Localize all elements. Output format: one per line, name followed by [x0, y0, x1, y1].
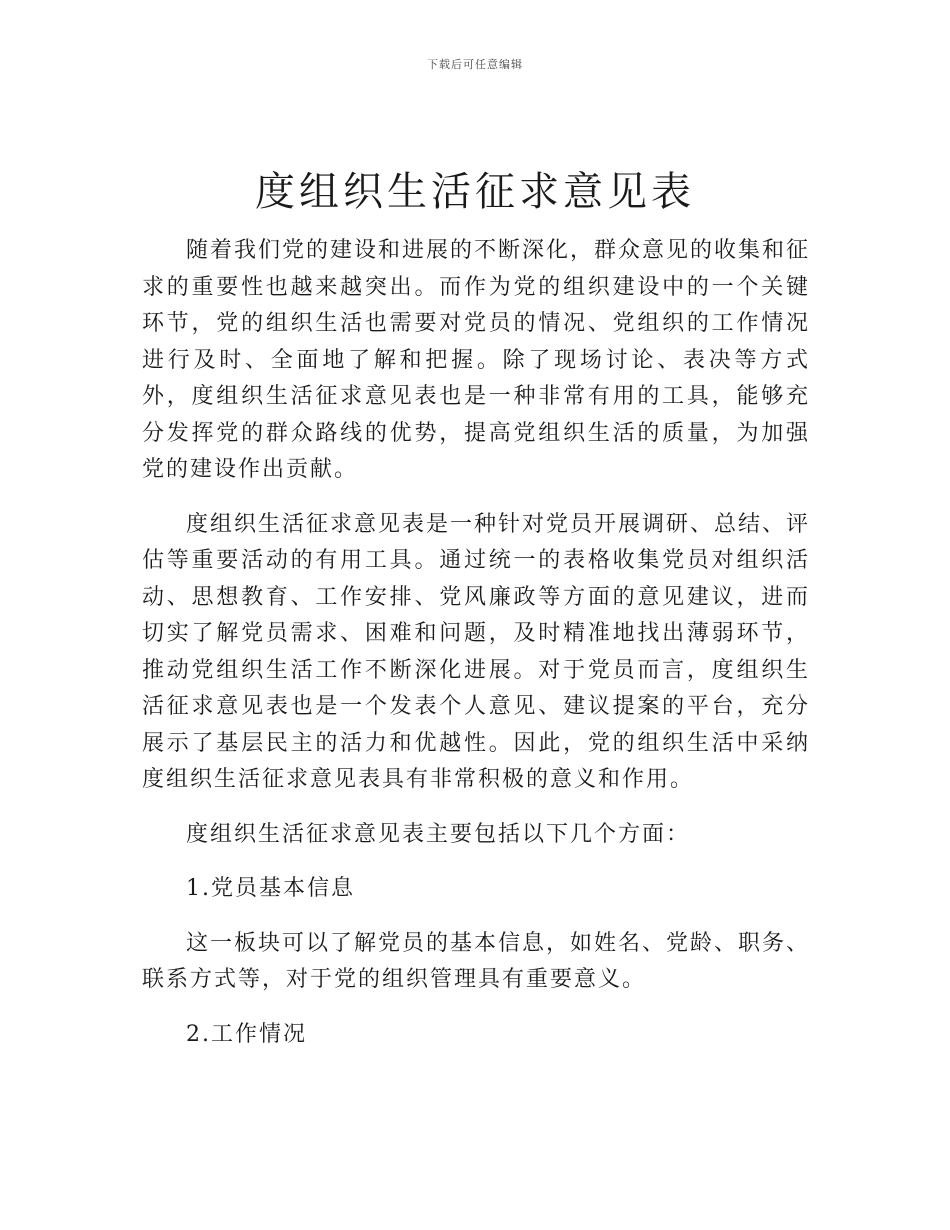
section-heading-member-info: 1.党员基本信息 [186, 876, 355, 901]
page-header-note: 下载后可任意编辑 [427, 58, 523, 71]
paragraph-intro: 随着我们党的建设和进展的不断深化，群众意见的收集和征求的重要性也越来越突出。而作为党的组织建设中的一个关键环节，党的组织生活也需要对党员的情况、党组织的工作情况进行及时、全面地了解和把握。除了现场讨论、表决等方式外，度组织生活征求意见表也是一种非常有用的工具，能够充分发挥党的群众路线的优势，提高党组织生活的质量，为加强党的建设作出贡献。 [142, 238, 811, 482]
document-body [142, 233, 810, 1071]
paragraph-description: 度组织生活征求意见表是一种针对党员开展调研、总结、评估等重要活动的有用工具。通过统一的表格收集党员对组织活动、思想教育、工作安排、党风廉政等方面的意见建议，进而切实了解党员需求、困难和问题，及时精准地找出薄弱环节，推动党组织生活工作不断深化进展。对于党员而言，度组织生活征求意见表也是一个发表个人意见、建议提案的平台，充分展示了基层民主的活力和优越性。因此，党的组织生活中采纳度组织生活征求意见表具有非常积极的意义和作用。 [142, 511, 811, 792]
section-heading-work-status: 2.工作情况 [186, 1021, 307, 1047]
paragraph-member-info: 这一板块可以了解党员的基本信息，如姓名、党龄、职务、联系方式等，对于党的组织管理具有重要意义。 [142, 930, 811, 992]
paragraph-list-intro: 度组织生活征求意见表主要包括以下几个方面： [186, 821, 691, 847]
document-title: 度组织生活征求意见表 [255, 169, 695, 215]
